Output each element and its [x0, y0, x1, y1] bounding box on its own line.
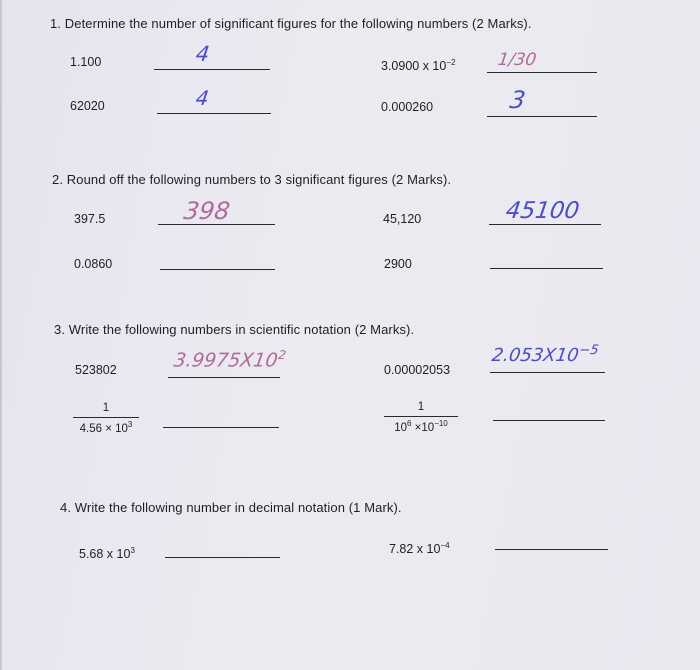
- q3-answer-line-3: [163, 427, 279, 428]
- q1-number-3: 62020: [70, 99, 105, 113]
- q1-answer-line-3: [157, 113, 271, 114]
- q3-handwritten-answer-1: $3.9975X10^2$: [172, 348, 287, 372]
- q2-answer-line-2: [489, 224, 601, 225]
- q3-answer-line-4: [493, 420, 605, 421]
- q3-handwritten-answer-2: $2.053X10^{-5}$: [490, 343, 600, 366]
- q1-handwritten-answer-4: 3: [508, 86, 528, 114]
- q2-handwritten-answer-2: 45100: [504, 198, 581, 224]
- q1-number-2: 3.0900 x $10^{-2}$: [381, 58, 456, 74]
- q3-answer-line-1: [168, 377, 280, 378]
- q2-answer-line-3: [160, 269, 275, 270]
- question-4-title: 4. Write the following number in decimal notation (1 Mark).: [60, 500, 402, 515]
- q1-number-4: 0.000260: [381, 100, 434, 114]
- q3-number-2: 0.00002053: [384, 363, 451, 377]
- q1-number-1: 1.100: [70, 55, 102, 69]
- question-3-title: 3. Write the following numbers in scientific notation (2 Marks).: [54, 322, 415, 337]
- q1-handwritten-answer-2: 1/30: [496, 50, 538, 70]
- q3-fraction-1: 1 $4.56 \times 10^3$: [73, 402, 139, 435]
- q2-number-1: 397.5: [74, 212, 106, 226]
- q1-answer-line-1: [154, 69, 270, 70]
- q2-answer-line-4: [490, 268, 603, 269]
- question-2-title: 2. Round off the following numbers to 3 significant figures (2 Marks).: [52, 172, 452, 187]
- q3-fraction-2: 1 $10^6 \times 10^{-10}$: [384, 401, 458, 434]
- q2-handwritten-answer-1: 398: [182, 197, 232, 225]
- q3-number-1: 523802: [75, 363, 117, 377]
- q4-answer-line-2: [495, 549, 608, 550]
- q2-number-2: 45,120: [383, 212, 422, 226]
- q2-number-4: 2900: [384, 257, 412, 271]
- q1-answer-line-4: [487, 116, 597, 117]
- q1-handwritten-answer-1: 4: [194, 42, 212, 66]
- question-1-title: 1. Determine the number of significant figures for the following numbers (2 Marks).: [50, 16, 532, 31]
- q4-number-2: 7.82 x $10^{-4}$: [389, 541, 450, 557]
- q3-answer-line-2: [490, 372, 605, 373]
- q1-handwritten-answer-3: 4: [194, 86, 211, 110]
- q1-answer-line-2: [487, 72, 597, 73]
- q2-number-3: 0.0860: [74, 257, 113, 271]
- page-edge: [0, 0, 2, 670]
- q4-answer-line-1: [165, 557, 280, 558]
- q4-number-1: 5.68 x $10^3$: [79, 546, 135, 562]
